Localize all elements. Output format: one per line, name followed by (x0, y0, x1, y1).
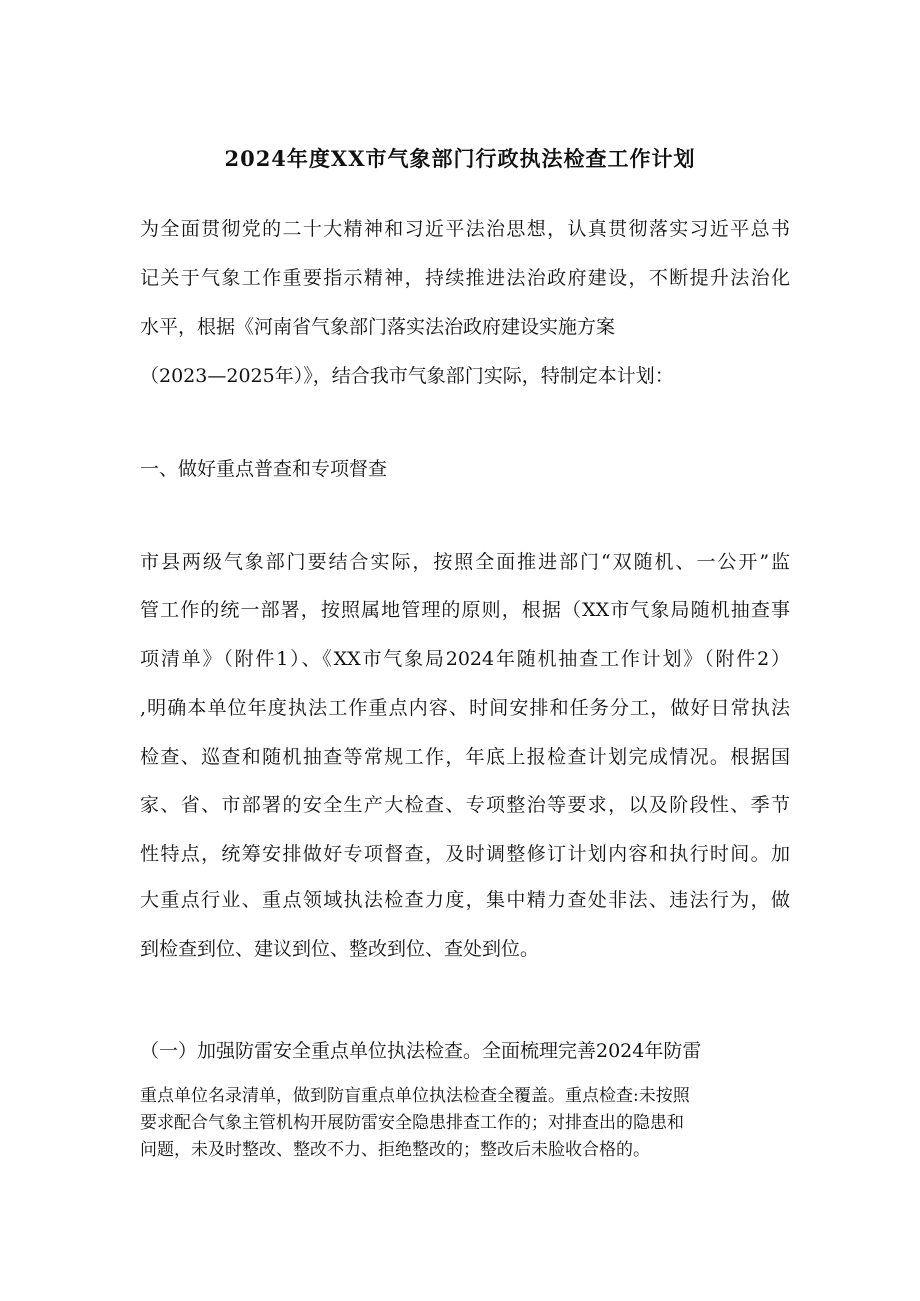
subsection-1-line-1: 重点单位名录清单，做到防盲重点单位执法检查全覆盖。重点检查:未按照 (140, 1086, 690, 1106)
intro-line-4: （2023—2025年）》，结合我市气象部门实际，特制定本计划： (140, 365, 674, 387)
section-1-line-4: ,明确本单位年度执法工作重点内容、时间安排和任务分工，做好日常执法 (140, 697, 790, 719)
subsection-1-line-2: 要求配合气象主管机构开展防雷安全隐患排查工作的；对排查出的隐患和 (140, 1113, 684, 1133)
section-1-line-3: 项清单》（附件1）、《XX市气象局2024年随机抽查工作计划》（附件2） (140, 648, 790, 670)
section-1-line-6: 家、省、市部署的安全生产大检查、专项整治等要求，以及阶段性、季节 (140, 794, 790, 816)
intro-line-2: 记关于气象工作重要指示精神，持续推进法治政府建设，不断提升法治化 (140, 267, 790, 289)
subsection-1-heading: （一）加强防雷安全重点单位执法检查。全面梳理完善2024年防雷 (140, 1040, 702, 1062)
section-1-line-7: 性特点，统筹安排做好专项督查，及时调整修订计划内容和执行时间。加 (140, 843, 790, 865)
intro-line-1: 为全面贯彻党的二十大精神和习近平法治思想，认真贯彻落实习近平总书 (140, 218, 790, 240)
subsection-1-line-3: 问题，未及时整改、整改不力、拒绝整改的；整改后未脸收合格的。 (140, 1140, 650, 1160)
document-title: 2024年度XX市气象部门行政执法检查工作计划 (224, 146, 696, 171)
section-1-line-1: 市县两级气象部门要结合实际，按照全面推进部门“双随机、一公开”监 (140, 551, 790, 573)
section-1-line-8: 大重点行业、重点领域执法检查力度，集中精力查处非法、违法行为，做 (140, 889, 790, 911)
section-1-line-5: 检查、巡查和随机抽查等常规工作，年底上报检查计划完成情况。根据国 (140, 746, 790, 768)
section-1-heading: 一、做好重点普查和专项督查 (140, 458, 388, 480)
section-1-line-9: 到检查到位、建议到位、整改到位、查处到位。 (140, 938, 540, 960)
section-1-line-2: 管工作的统一部署，按照属地管理的原则，根据（XX市气象局随机抽查事 (140, 599, 790, 621)
intro-line-3: 水平，根据《河南省气象部门落实法治政府建设实施方案 (140, 316, 616, 338)
